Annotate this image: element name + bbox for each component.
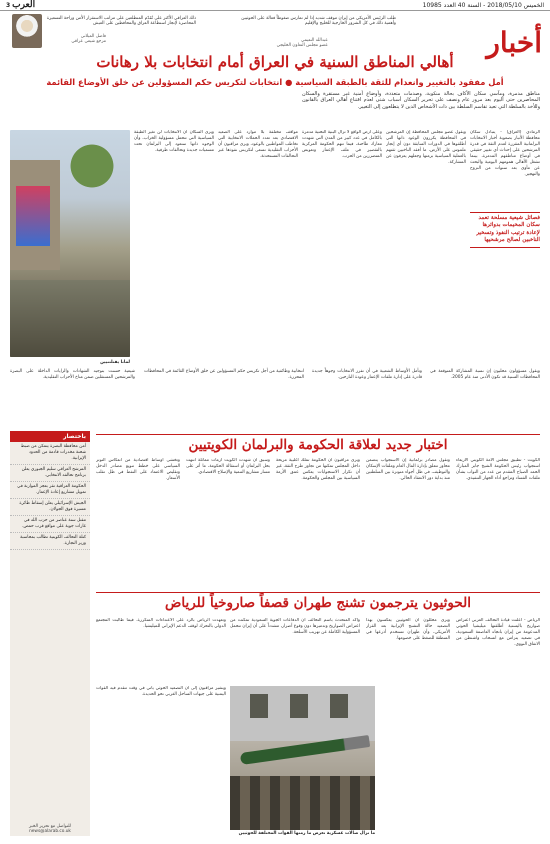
sidebar-item: الجيش الإسرائيلي يعلن إسقاط طائرة مسيرة فوق الجولان. bbox=[10, 499, 90, 516]
article1-column-5: ويرى السكان أن الانتخابات لن تغير الطبقة السياسية التي تتحمل مسؤولية الخراب، وأن الوجوه ذاتها ستعود إلى البرلمان تحت مسميات جديدة وتحالفات ظرفية. bbox=[134, 130, 214, 154]
article1-column-2: ويقول عضو مجلس المحافظة إن المرشحين في المحافظة يكررون الوعود ذاتها التي أطلقوها في الدورات السابقة دون أي إنجاز ملموس على الأرض، ما أفقد الناخبين ثقتهم بالعملية السياسية برمتها وجعلهم يعزفون عن المشاركة. bbox=[386, 130, 466, 166]
sidebar-item: مقتل ستة عناصر من حزب الله في غارات جوية على مواقع قرب حمص. bbox=[10, 516, 90, 533]
article1-lead: مناطق مدمرة، ومآسي سكان الأكاف بحالة منكوبة، وصدمات متعددة، وأوضاع أمنية غير مستقرة والسكان المحاصرين حتى اليوم بعد مرور عام ونصف على تحرير السكان أسباب شتى لعدم اقتناع أهالي العراق بالقانون وللأخذ بالسلطة التي تعيد تقاسم السلطة بين ذات الأشخاص الذين لا يتطلعون إلى التغيير. bbox=[302, 91, 540, 110]
article2-column: وتخشى أوساط اقتصادية من انعكاس التوتر السياسي على خطط تنويع مصادر الدخل وتقليص الاعتماد على النفط في ظل تقلب الأسعار. bbox=[96, 458, 180, 482]
continuation-col-c: وتأمل الأوساط الشعبية في أن تفرز الانتخابات وجوهاً جديدة قادرة على إدارة ملفات الإعمار وعودة النازحين. bbox=[312, 369, 422, 381]
sidebar-item: كتلة التحالف الكويتية تطالب بمحاسبة وزير التجارة. bbox=[10, 533, 90, 550]
newspaper-logo: العرب bbox=[12, 0, 36, 10]
article1-headline: أهالي المناطق السنية في العراق أمام انتخابات بلا رهانات bbox=[96, 53, 454, 71]
article2-column: الكويت - تطبيق مجلس الأمة الكويتي الأربعاء استجواب رئيس الحكومة الشيخ جابر المبارك الحمد الصباح المقدم من عدد من النواب بشأن ملفات الفساد وتراجع أداء الجهاز التنفيذي. bbox=[456, 458, 540, 482]
article2-column: وتقول مصادر برلمانية إن الاستجواب يتضمن محاور تتعلق بإدارة المال العام وملفات الإسكان والتوظيف، في ظل أجواء متوترة بين السلطتين منذ بداية دور الانعقاد الحالي. bbox=[366, 458, 450, 482]
quote-right-role: عضو مجلس التعاون الخليجي bbox=[276, 43, 328, 48]
article1-photo bbox=[10, 130, 130, 357]
photo-window bbox=[250, 694, 268, 718]
sidebar-item: المرشح العراقي سليم الجبوري يعلن برنامج تحالفه الانتخابي. bbox=[10, 465, 90, 482]
article3-column: ويشير مراقبون إلى أن التصعيد الحوثي يأتي في وقت تتقدم فيه القوات اليمنية على جبهات الساحل الغربي نحو الحديدة. bbox=[96, 686, 226, 698]
continuation-col-b: انتخابية وطائفية من أجل تكريس حكم المسؤولين عن خلق الأوضاع القائمة في المحافظات المحررة. bbox=[144, 369, 304, 381]
sidebar-item: الحكومة العراقية تقر بعجز الموازنة في تمويل مشاريع إعادة الإعمار. bbox=[10, 482, 90, 499]
quotes-strip bbox=[0, 12, 550, 59]
page-number: 3 bbox=[6, 2, 11, 9]
article1-column-1: الرمادي (العراق) - يتبادل سكان محافظة الأنبار بصعوبة أخبار الانتخابات البرلمانية المقررة لعدم الثقة في قدرة المرشحين على إحداث أي تغيير حقيقي في أوضاع مناطقهم المدمرة، بينما تشغل الأهالي همومهم اليومية والبحث عن مأوى بعد سنوات من النزوح والتهجير. bbox=[470, 130, 540, 178]
continuation-col-d: ويقول مسؤولون محليون إن نسبة المشاركة المتوقعة في المحافظات السنية قد تكون الأدنى منذ عام 2005. bbox=[430, 369, 540, 381]
quote-portrait-left bbox=[12, 14, 42, 48]
article1-column-4: مواقف مختلفة بلا موارد على الصعيد الاقتصادي بعد تعدد الحملات الانتخابية التي تخاطب المواطنين بالوعود، ويرى مراقبون أن الأحزاب التقليدية تسعى لتكريس نفوذها عبر التحالفات المستحدثة. bbox=[218, 130, 298, 160]
article2-column: ويرى مراقبون أن الحكومة تملك أغلبية مريحة داخل المجلس تمكنها من تجاوز طرح الثقة، غير أن تكرار الاستجوابات يعكس عمق الأزمة السياسية بين المجلس والحكومة. bbox=[276, 458, 360, 482]
photo-tree bbox=[62, 136, 122, 196]
photo-window bbox=[330, 694, 348, 718]
sidebar-item: أمن محافظة البصرة يتمكن من ضبط شحنة مخدرات قادمة من الحدود الإيرانية. bbox=[10, 442, 90, 465]
article3-photo-caption: ما تزال صالات عسكرية تعرض ما رمتها القوات المختلفة للحوثيين bbox=[238, 831, 375, 836]
section-title: أخبار bbox=[486, 26, 542, 59]
photo-crowd bbox=[230, 776, 375, 830]
quote-left-author: فاضل الميلاني bbox=[80, 34, 106, 39]
quote-portrait-right bbox=[400, 14, 430, 48]
date-line: الخميس 2018/05/10 - السنة 40 العدد 10985 bbox=[422, 1, 544, 9]
article3-headline: الحوثيون يترجمون تشنج طهران قصفاً صاروخياً للرياض bbox=[96, 592, 540, 611]
article3-column: ويرى محللون أن الحوثيين يعكسون بهذا التصعيد حالة التشنج الإيرانية بعد القرار الأمريكي، وأن طهران تستخدم أذرعها في المنطقة للضغط على خصومها. bbox=[366, 618, 450, 642]
photo-flooded-street bbox=[10, 280, 130, 357]
sidebar-contact: للتواصل مع تحرير الخبر news@alarab.co.uk bbox=[29, 824, 71, 834]
continuation-col-a: شيعية حسنت بتوجيه الشهادات والرايات الداخلة على البصرة والمرشحين المستقلين ضمن مناخ الأحزاب التقليدية. bbox=[10, 369, 135, 381]
article3-photo bbox=[230, 686, 375, 830]
article1-subhead: أمل مفقود بالتغيير وانعدام للثقة بالطبقة السياسية ● انتخابات لتكريس حكم المسؤولين عن خلق الأوضاع القائمة bbox=[46, 77, 504, 87]
article3-column: وأكد المتحدث باسم التحالف أن الدفاعات الجوية السعودية تمكنت من اعتراض الصواريخ وتدميرها دون وقوع أضرار، مشدداً على أن إيران تتحمل المسؤولية الكاملة عن تهريب الأسلحة. bbox=[230, 618, 360, 636]
article2-column: وسبق أن شهدت الكويت أزمات مماثلة انتهت بحل البرلمان أو استقالة الحكومة، ما أثر على مسار مشاريع التنمية والإصلاح الاقتصادي. bbox=[186, 458, 270, 476]
article1-pull-quote: فصائل شيعية مسلحة تعمد سكان المخيمات بدوائرها لإعادة ترتيب النفوذ وتسخير الناخبين لصالح مرشحيها bbox=[470, 212, 540, 248]
article1-column-3: وعلى أرض الواقع لا تزال البنية التحتية مدمرة بالكامل في عدد كبير من المدن التي شهدت معارك طاحنة، فيما تتهم الحكومة المركزية بالتقصير في ملف الإعمار وتعويض المتضررين من الحرب. bbox=[302, 130, 382, 160]
photo-window bbox=[290, 694, 308, 718]
article1-photo-caption: لمانا يقتلتنيين bbox=[100, 360, 130, 365]
masthead bbox=[0, 0, 550, 11]
quote-left-role: مرجع شيعي عراقي bbox=[71, 39, 106, 44]
quote-right-author: عبدالله النعيمي bbox=[301, 38, 328, 43]
quote-right-name bbox=[238, 38, 328, 48]
photo-election-poster bbox=[16, 186, 50, 246]
sidebar-heading: باختصار bbox=[10, 431, 90, 442]
article3-column: الرياض - أعلنت قيادة التحالف العربي اعتراض صواريخ باليستية أطلقتها ميليشيا الحوثي المدعومة من إيران باتجاه العاصمة السعودية، في تصعيد يتزامن مع انسحاب واشنطن من الاتفاق النووي. bbox=[456, 618, 540, 648]
article3-column: وتعهدت الرياض بالرد على الاعتداءات المتكررة، فيما طالبت المجتمع الدولي بالتحرك لوقف الدعم الإيراني للميليشيا. bbox=[96, 618, 226, 630]
article2-headline: اختبار جديد لعلاقة الحكومة والبرلمان الكويتيين bbox=[96, 434, 540, 453]
masthead-logo bbox=[6, 0, 35, 10]
news-brief-sidebar bbox=[10, 431, 90, 836]
quote-right-text: طلب الرئيس الأمريكي من إيران موقف شديد إذا لم تمارس ضغوطاً فعالة على الحوثيين وأهمية ذلك في كل الشرور الخارجية للخليج والإقليم bbox=[241, 16, 396, 27]
quote-left-name bbox=[46, 34, 106, 44]
quote-left-text: ذلك العراقي الأكثر على تُقَدّم المتطلعين على مراتب الاستقرار الأمن وراحة التسعيرة المحاصرة لإنجاز استطاعة العراق والمحافظين على العيش bbox=[46, 16, 196, 27]
